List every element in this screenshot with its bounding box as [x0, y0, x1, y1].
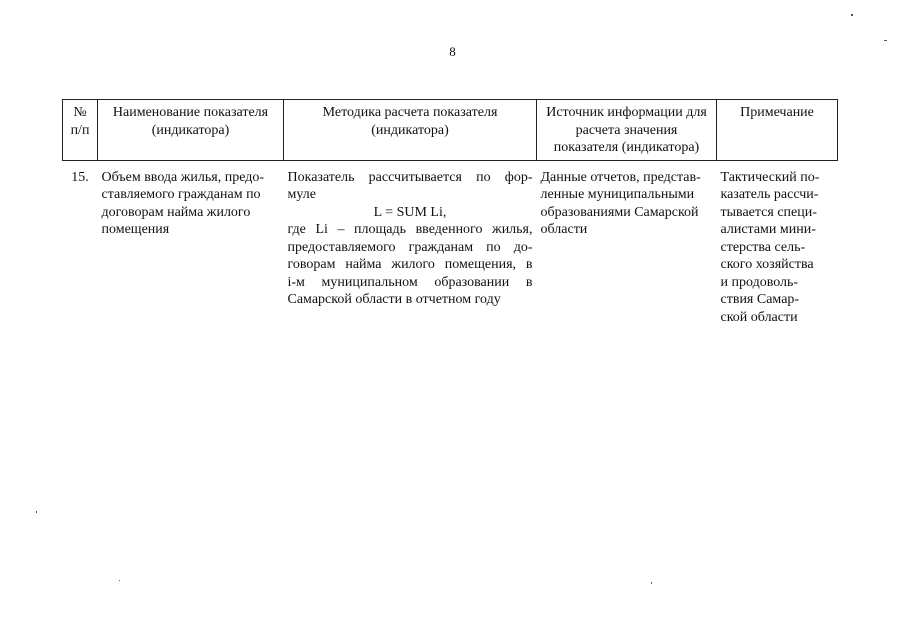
note-line: ской области	[720, 309, 798, 325]
method-detail-line: говорам найма жилого помещения, в	[287, 257, 533, 272]
indicator-name-line: договорам найма жилого	[101, 204, 251, 220]
header-number-line-1: №	[73, 105, 87, 120]
header-calculation-method	[284, 100, 537, 161]
source-line: области	[540, 222, 588, 237]
method-intro-line: муле	[287, 187, 316, 202]
method-intro-line: Показатель рассчитывается по фор-	[287, 169, 533, 185]
indicator-name-line: помещения	[101, 222, 170, 237]
row-calculation-method	[284, 160, 537, 326]
header-source-line-3: показателя (индикатора)	[553, 140, 700, 155]
header-indicator-name-line-1: Наименование показателя	[112, 105, 269, 120]
source-line: ленные муниципальными	[540, 187, 695, 202]
method-detail-line: предоставляемого гражданам по до-	[287, 239, 533, 255]
row-number: 15.	[71, 169, 89, 185]
indicator-name-line: Объем ввода жилья, предо-	[101, 169, 265, 185]
method-detail-line: i-м муниципальном образовании в	[287, 274, 533, 290]
note-line: ского хозяйства	[720, 257, 814, 272]
header-number	[63, 100, 98, 161]
method-formula: L = SUM Li,	[373, 204, 447, 220]
row-note	[717, 160, 838, 326]
header-indicator-name	[98, 100, 284, 161]
row-information-source	[537, 160, 717, 326]
scan-speck	[884, 40, 887, 41]
note-line: стерства сель-	[720, 239, 806, 255]
source-line: Данные отчетов, представ-	[540, 169, 701, 185]
indicators-table	[62, 99, 838, 326]
header-method-line-1: Методика расчета показателя	[322, 105, 498, 120]
header-row	[63, 100, 838, 161]
header-number-line-2: п/п	[70, 122, 90, 138]
note-line: казатель рассчи-	[720, 187, 819, 202]
note-line: ствия Самар-	[720, 292, 800, 307]
header-information-source	[537, 100, 717, 161]
page-number: 8	[449, 44, 456, 59]
table-header	[63, 100, 838, 161]
note-line: Тактический по-	[720, 169, 820, 185]
note-line: и продоволь-	[720, 274, 799, 290]
scan-speck	[119, 580, 120, 581]
scan-speck	[36, 511, 37, 513]
scan-speck	[651, 582, 652, 584]
header-source-line-1: Источник информации для	[546, 105, 707, 120]
note-line: тывается специ-	[720, 204, 817, 220]
scan-speck	[851, 14, 853, 16]
table-body	[63, 160, 838, 326]
row-indicator-name	[98, 160, 284, 326]
header-indicator-name-line-2: (индикатора)	[151, 122, 230, 138]
header-note	[717, 100, 838, 161]
note-line: алистами мини-	[720, 222, 816, 237]
source-line: образованиями Самарской	[540, 204, 699, 220]
table-row	[63, 160, 838, 326]
method-detail-line: Самарской области в отчетном году	[287, 292, 501, 307]
header-source-line-2: расчета значения	[575, 122, 678, 138]
indicator-name-line: ставляемого гражданам по	[101, 187, 261, 202]
method-detail-line: где Li – площадь введенного жилья,	[287, 222, 533, 237]
header-note-line-1: Примечание	[740, 105, 814, 120]
header-method-line-2: (индикатора)	[371, 122, 449, 138]
